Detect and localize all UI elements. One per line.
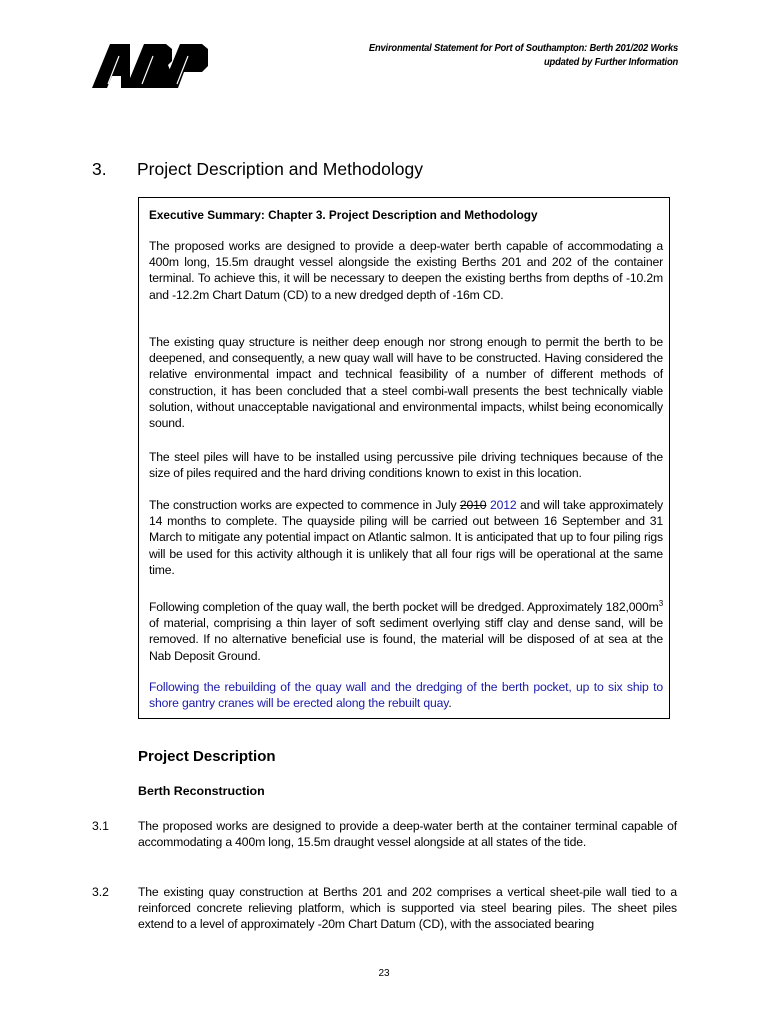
summary-paragraph-1: The proposed works are designed to provide a deep-water berth capable of accommodating a 400m long, 15.5m draught vessel alongside the existing Berths 201 and 202 of the container terminal. To achieve this, it will be necessary to deepen the existing berths from depths of -10.2m and -12.2m Chart Datum (CD) to a new dredged depth of -16m CD. (149, 239, 663, 302)
numbered-paragraph (92, 884, 677, 934)
p6-period: . (448, 696, 452, 711)
page-number: 23 (378, 968, 390, 979)
cubic-superscript: 3 (658, 599, 663, 608)
summary-title: Executive Summary: Chapter 3. Project Description and Methodology (149, 208, 538, 222)
summary-paragraph-4 (149, 497, 663, 578)
paragraph-number: 3.1 (92, 819, 109, 833)
chapter-title: Project Description and Methodology (137, 159, 423, 179)
deleted-year: 2010 (459, 498, 487, 512)
summary-paragraph-3: The steel piles will have to be installed using percussive pile driving techniques because of the size of piles required and the hard driving conditions known to exist in this location. (149, 450, 663, 481)
executive-summary-box (138, 197, 670, 719)
chapter-number: 3. (92, 159, 107, 179)
paragraph-number: 3.2 (92, 885, 109, 899)
inserted-paragraph: Following the rebuilding of the quay wall and the dredging of the berth pocket, up to six ship to shore gantry cranes will be erected along the rebuilt quay (149, 680, 663, 711)
abp-logo (92, 44, 208, 88)
logo-letter-a (92, 44, 130, 88)
header-line-1: Environmental Statement for Port of Southampton: Berth 201/202 Works (368, 43, 678, 54)
summary-paragraph-2: The existing quay structure is neither deep enough nor strong enough to permit the berth to be deepened, and consequently, a new quay wall will have to be constructed. Having considered the relative environmental impact and technical feasibility of a number of different methods of construction, it has been concluded that a steel combi-wall presents the best technically viable solution, without unacceptable navigational and environmental impacts, whilst being economically sound. (149, 335, 663, 431)
document-header (369, 42, 678, 70)
header-line-2: updated by Further Information (543, 57, 678, 68)
summary-paragraph-6 (149, 679, 663, 711)
p5-text-after: of material, comprising a thin layer of soft sediment overlying stiff clay and dense sand, will be removed. If no alternative beneficial use is found, the material will be disposed of at sea at the Nab Deposit Ground. (149, 616, 663, 663)
p4-text-after: and will take approximately 14 months to complete. The quayside piling will be carried out between 16 September and 31 March to mitigate any potential impact on Atlantic salmon. It is anticipated that up to four piling rigs will be used for this activity although it is unlikely that all four rigs will be operational at the same time. (149, 498, 663, 577)
paragraph-text: The existing quay construction at Berths 201 and 202 comprises a vertical sheet-pile wall tied to a reinforced concrete relieving platform, which is supported via steel bearing piles. The sheet piles extend to a level of approximately -20m Chart Datum (CD), with the associated bearing (138, 885, 677, 932)
section-heading: Project Description (138, 748, 276, 765)
summary-paragraph-5 (149, 596, 663, 664)
inserted-year: 2012 (489, 498, 517, 512)
numbered-paragraph (92, 818, 677, 868)
subsection-heading: Berth Reconstruction (138, 784, 265, 798)
p5-text-before: Following completion of the quay wall, the berth pocket will be dredged. Approximately 182,000m (149, 600, 659, 615)
p4-text-before: The construction works are expected to commence in July (149, 498, 460, 512)
paragraph-text: The proposed works are designed to provide a deep-water berth at the container terminal capable of accommodating a 400m long, 15.5m draught vessel alongside at all states of the tide. (138, 819, 677, 850)
